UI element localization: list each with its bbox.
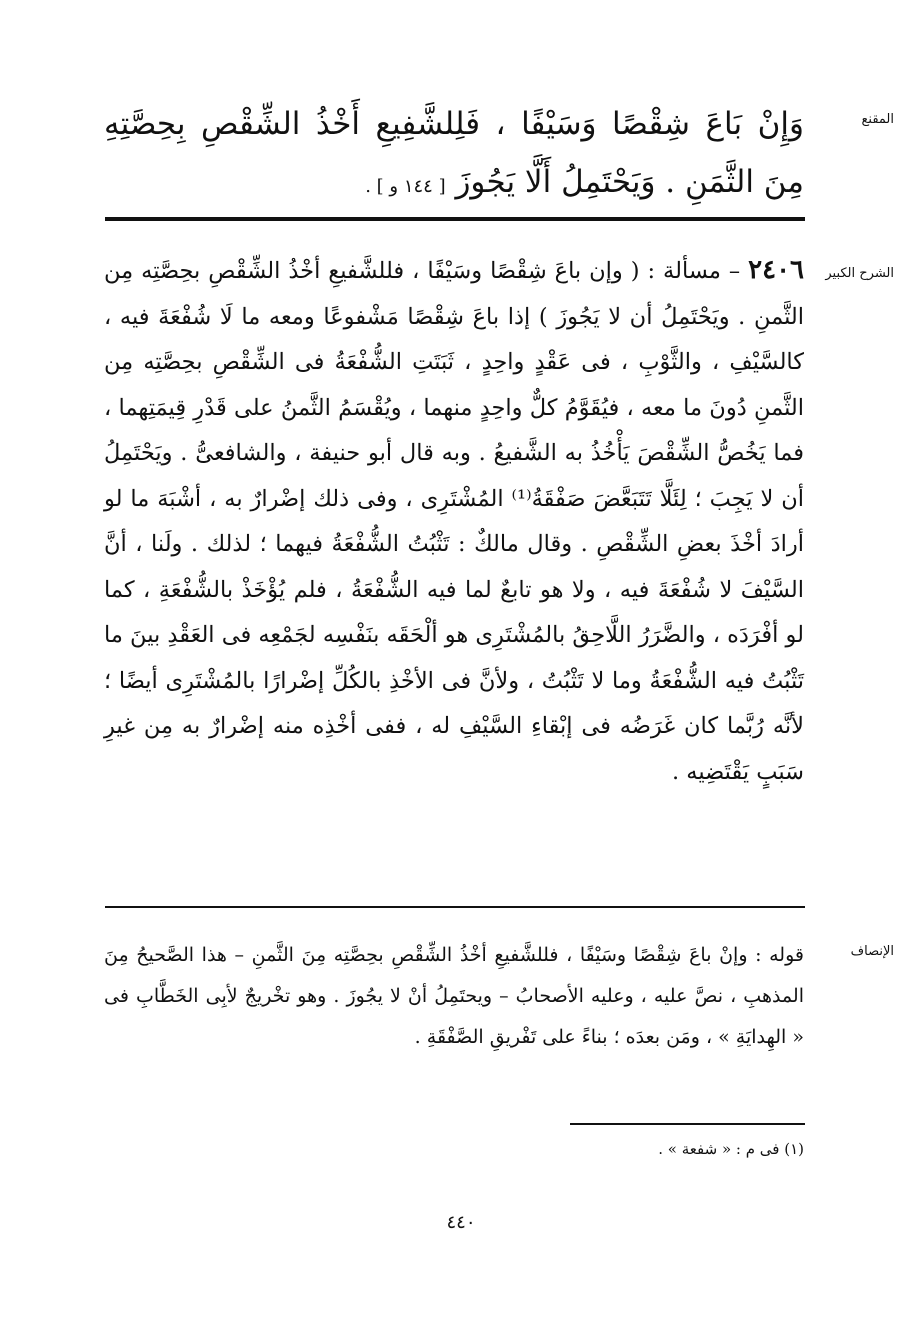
folio-reference: [ ١٤٤ و ] . <box>365 176 446 197</box>
footnote: (١) فى م : « شفعة » . <box>658 1140 804 1158</box>
insaf-text: قوله : وإنْ باعَ شِقْصًا وسَيْفًا ، فللشَّفيعِ أخْذُ الشِّقْصِ بحِصَّتِه مِنَ الثَّمنِ – هذا الصَّحيحُ مِنَ المذهبِ ، نصَّ عليه ، وعليه الأصحابُ – ويحتَمِلُ أنْ لا يجُوزَ . وهو تخْريجٌ لأبِى الخَطَّابِ فى « الهِدايَةِ » ، ومَن بعدَه ؛ بناءً على تَفْريقِ الصَّفْقَةِ . <box>104 944 804 1048</box>
sharh-text: – مسألة : ( وإن باعَ شِقْصًا وسَيْفًا ، فللشَّفيعِ أخْذُ الشِّقْصِ بحِصَّتِه مِن الثَّمنِ . ويَحْتَمِلُ أن لا يَجُوزَ ) إذا باعَ شِقْصًا مَشْفوعًا ومعه ما لَا شُفْعَةَ فيه ، كالسَّيْفِ ، والثَّوْبِ ، فى عَقْدٍ واحِدٍ ، ثَبَتَتِ الشُّفْعَةُ فى الشِّقْصِ بحِصَّتِه مِن الثَّمنِ دُونَ ما معه ، فيُقَوَّمُ كلٌّ واحِدٍ منهما ، ويُقْسَمُ الثَّمنُ على قَدْرِ قِيمَتِهما ، فما يَخُصُّ الشِّقْصَ يَأْخُذُ به الشَّفيعُ . وبه قال أبو حنيفة ، والشافعىُّ . ويَحْتَمِلُ أن لا يَجِبَ ؛ لِئَلَّا تَتَبَعَّضَ صَفْقَةُ⁽¹⁾ المُشْتَرِى ، وفى ذلك إضْرارٌ به ، أشْبَهَ ما لو أرادَ أخْذَ بعضِ الشِّقْصِ . وقال مالكٌ : تَثْبُتُ الشُّفْعَةُ فيهما ؛ لذلك . ولَنا ، أنَّ السَّيْفَ لا شُفْعَةَ فيه ، ولا هو تابعٌ لما فيه الشُّفْعَةُ ، فلم يُؤْخَذْ بالشُّفْعَةِ ، كما لو أفْرَدَه ، والضَّرَرُ اللَّاحِقُ بالمُشْتَرِى هو ألْحَقَه بنَفْسِه لجَمْعِه فى العَقْدِ بينَ ما تَثْبُتُ فيه الشُّفْعَةُ وما لا تَثْبُتُ ، ولأنَّ فى الأخْذِ بالكُلِّ إضْرارًا بالمُشْتَرِى أيضًا ؛ لأنَّه رُبَّما كان غَرَضُه فى إبْقاءِ السَّيْفِ له ، ففى أخْذِه منه إضْرارٌ به مِن غيرِ سَبَبٍ يَقْتَضِيه . <box>104 258 805 785</box>
section-label-sharh: الشرح الكبير <box>825 266 894 281</box>
page-number: ٤٤٠ <box>446 1212 476 1233</box>
muqni-text: وَإِنْ بَاعَ شِقْصًا وَسَيْفًا ، فَلِلشَّفِيعِ أَخْذُ الشِّقْصِ بِحِصَّتِهِ مِنَ الثَّمَنِ . وَيَحْتَمِلُ أَلَّا يَجُوزَ <box>104 106 804 200</box>
footnote-divider <box>570 1123 805 1125</box>
insaf-text-block <box>104 935 804 1058</box>
section-label-muqni: المقنع <box>861 112 894 127</box>
muqni-text-block <box>104 95 804 216</box>
issue-number: ٢٤٠٦ <box>748 255 804 285</box>
sharh-text-block <box>104 248 804 795</box>
main-divider <box>105 217 805 221</box>
section-label-insaf: الإنصاف <box>850 944 894 959</box>
section-divider <box>105 906 805 908</box>
